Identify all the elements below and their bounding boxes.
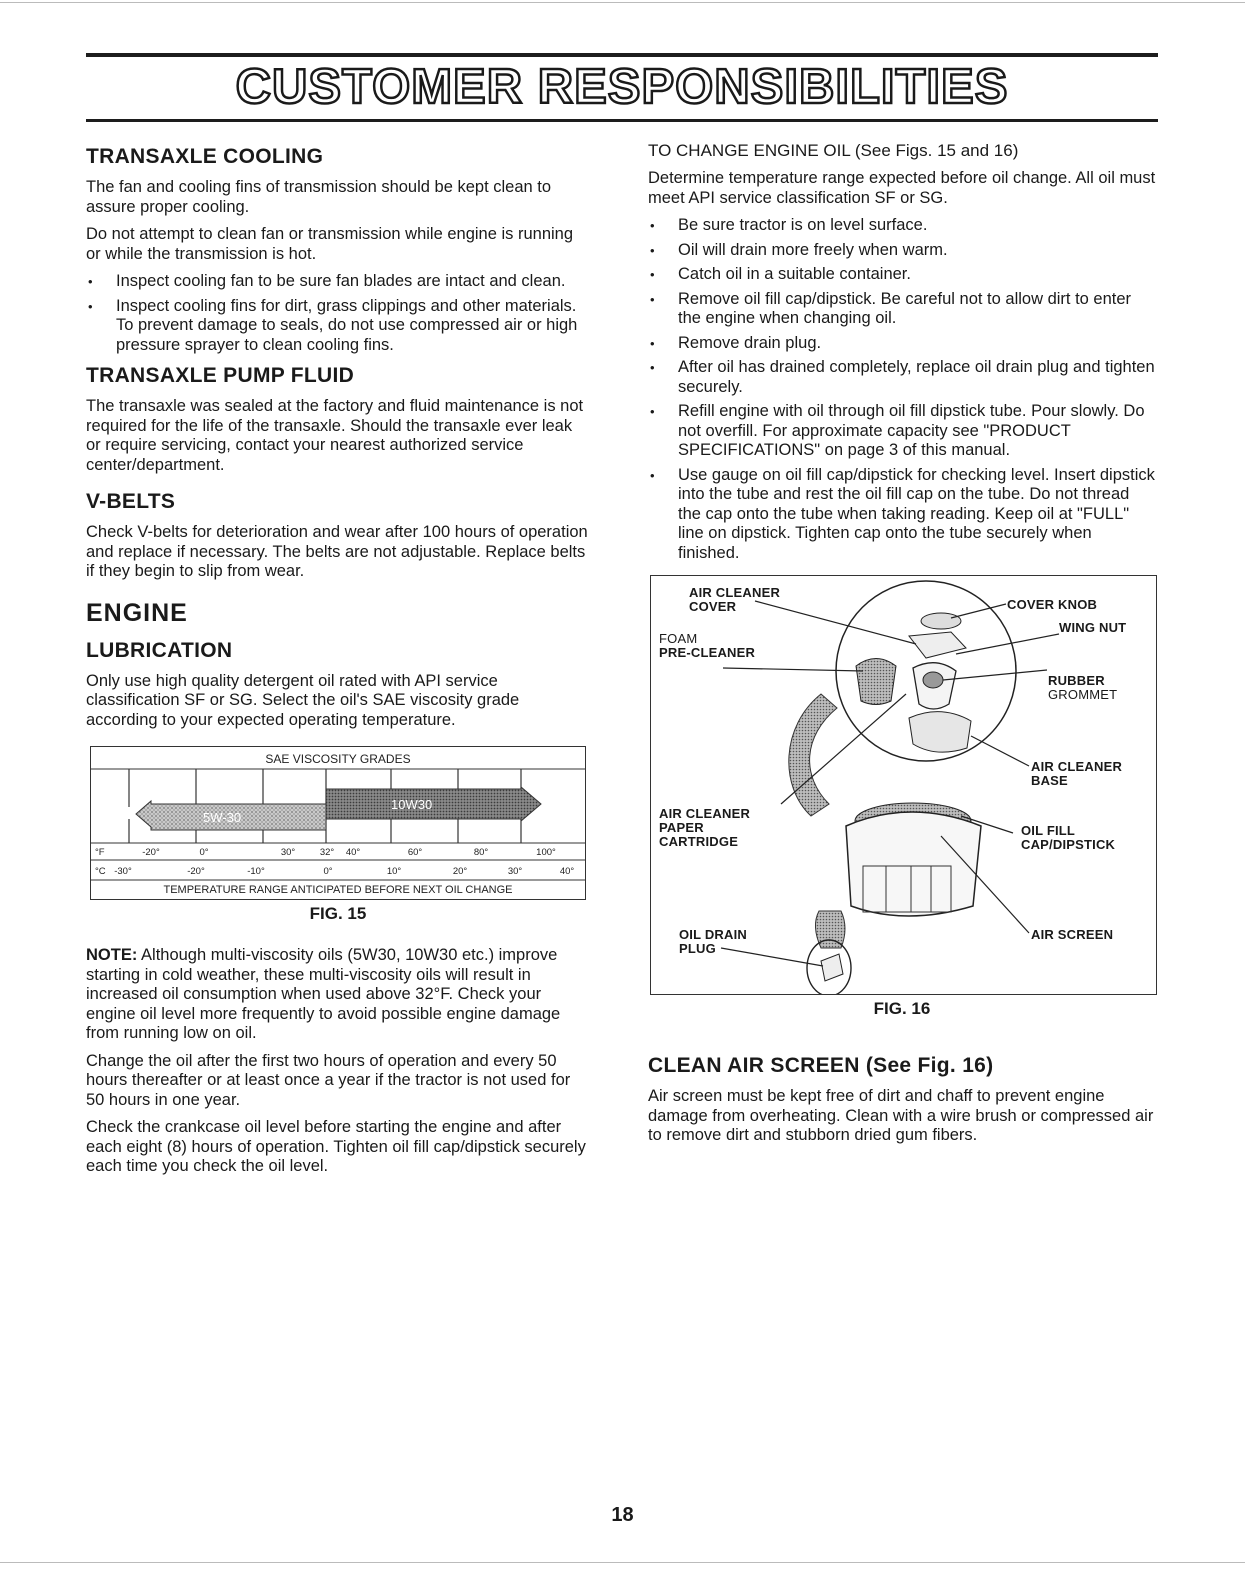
right-column	[648, 140, 1156, 1154]
transaxle-cooling-heading: TRANSAXLE COOLING	[86, 145, 324, 168]
fig16-caption: FIG. 16	[873, 999, 931, 1018]
paragraph: Do not attempt to clean fan or transmission while engine is running or while the transmission is hot.	[86, 225, 574, 263]
bullet-item: • Use gauge on oil fill cap/dipstick for checking level. Insert dipstick into the tube and rest the oil fill cap on the tube. Do not thread the cap onto the tube when taking reading. Keep oil at "FULL" line on dipstick. Tighten cap onto the tube securely when finished.	[648, 466, 1156, 564]
label-line: RUBBER	[1048, 673, 1105, 688]
fig15-c-tick: 40°	[559, 866, 575, 877]
fig15-label-10w30: 10W30	[391, 797, 433, 812]
label-air-cleaner-cover	[689, 586, 780, 614]
label-line: OIL FILL	[1021, 823, 1076, 838]
grommet-part	[923, 672, 943, 688]
fig15-f-tick: 40°	[345, 847, 361, 858]
label-cover-knob: COVER KNOB	[1007, 597, 1098, 612]
v-belts-section	[86, 489, 590, 582]
fig15-c-unit: °C	[95, 866, 106, 877]
bullet-item: • Remove drain plug.	[648, 334, 1156, 354]
engine-heading: ENGINE	[86, 598, 188, 627]
bullet-item: • Catch oil in a suitable container.	[648, 265, 1156, 285]
fig15-caption: FIG. 15	[309, 904, 367, 923]
transaxle-cooling-section	[86, 144, 590, 355]
paragraph: The transaxle was sealed at the factory and fluid maintenance is not required for the life of the transaxle. Should the transaxle ever leak or require servicing, contact your nearest authorized service center/department.	[86, 397, 584, 474]
fig15-c-tick: -10°	[247, 866, 265, 877]
fig15-c-tick: -30°	[114, 866, 132, 877]
bullet-item: • Refill engine with oil through oil fill dipstick tube. Pour slowly. Do not overfill. For approximate capacity see "PRODUCT SPECIFICATIONS" on page 3 of this manual.	[648, 402, 1156, 461]
air-cleaner-base-part	[909, 712, 971, 752]
fig15-f-tick: 60°	[407, 847, 423, 858]
label-foam-pre-cleaner	[659, 632, 755, 660]
left-column	[86, 140, 590, 1185]
page-title: CUSTOMER RESPONSIBILITIES	[235, 60, 1009, 114]
transaxle-pump-fluid-heading: TRANSAXLE PUMP FLUID	[86, 364, 355, 387]
label-line: PAPER	[659, 820, 704, 835]
paragraph: The fan and cooling fins of transmission should be kept clean to assure proper cooling.	[86, 178, 552, 216]
lubrication-heading: LUBRICATION	[86, 638, 233, 662]
label-line: PRE-CLEANER	[659, 645, 756, 660]
fig15-f-tick: 100°	[536, 847, 556, 858]
bottom-rule	[0, 1562, 1245, 1563]
engine-body	[846, 812, 981, 916]
fig15-c-tick: 30°	[507, 866, 523, 877]
fig15-footer: TEMPERATURE RANGE ANTICIPATED BEFORE NEXT OIL CHANGE	[163, 884, 513, 896]
label-air-screen: AIR SCREEN	[1031, 927, 1114, 942]
label-air-cleaner-base	[1031, 760, 1122, 788]
paragraph: Change the oil after the first two hours of operation and every 50 hours thereafter or at least once a year if the tractor is not used for 50 hours in one year.	[86, 1051, 571, 1109]
transaxle-pump-fluid-section	[86, 363, 590, 475]
label-rubber-grommet	[1048, 674, 1117, 702]
change-oil-heading: TO CHANGE ENGINE OIL (See Figs. 15 and 16)	[648, 141, 1019, 160]
bullet-list	[648, 216, 1156, 563]
cover-knob-part	[921, 613, 961, 629]
fig15-c-tick: 20°	[452, 866, 468, 877]
paragraph: Air screen must be kept free of dirt and chaff to prevent engine damage from overheating. Clean with a wire brush or compressed air to remove dirt and stubborn dried gum fibers.	[648, 1087, 1154, 1144]
fig15-c-tick: 10°	[386, 866, 402, 877]
label-line: CARTRIDGE	[659, 834, 739, 849]
label-line: CAP/DIPSTICK	[1021, 837, 1116, 852]
drain-plug-part	[821, 954, 843, 981]
label-line: BASE	[1031, 773, 1068, 788]
label-line: FOAM	[659, 631, 698, 646]
label-air-cleaner-paper-cartridge	[659, 807, 750, 849]
bullet-list	[86, 272, 590, 355]
fig15-label-5w30: 5W-30	[203, 810, 242, 825]
label-wing-nut: WING NUT	[1059, 620, 1127, 635]
fig15-viscosity-chart	[90, 746, 586, 900]
bullet-item: • Oil will drain more freely when warm.	[648, 241, 1156, 261]
fig16-air-cleaner-diagram	[650, 575, 1157, 995]
fig15-c-tick: 0°	[323, 866, 333, 877]
bullet-item: • Be sure tractor is on level surface.	[648, 216, 1156, 236]
label-line: OIL DRAIN	[679, 927, 748, 942]
note-label: NOTE:	[86, 946, 138, 964]
paragraph: Only use high quality detergent oil rated with API service classification SF or SG. Select the oil's SAE viscosity grade according to your expected operating temperature.	[86, 671, 520, 729]
paragraph: Determine temperature range expected before oil change. All oil must meet API service classification SF or SG.	[648, 169, 1156, 207]
clean-air-screen-heading: CLEAN AIR SCREEN (See Fig. 16)	[648, 1054, 994, 1077]
bullet-item: • Remove oil fill cap/dipstick. Be careful not to allow dirt to enter the engine when changing oil.	[648, 290, 1156, 329]
fig15-f-tick: 0°	[199, 847, 209, 858]
bullet-item: • Inspect cooling fan to be sure fan blades are intact and clean.	[86, 272, 590, 292]
fig15-title: SAE VISCOSITY GRADES	[265, 752, 411, 766]
title-rule-top	[86, 53, 1158, 57]
title-rule-bottom	[86, 119, 1158, 122]
label-line: AIR CLEANER	[1031, 759, 1123, 774]
engine-section	[86, 598, 590, 731]
bullet-item: • Inspect cooling fins for dirt, grass clippings and other materials. To prevent damage to seals, do not use compressed air or high pressure sprayer to clean cooling fins.	[86, 297, 590, 356]
fig15-bar-10w30	[326, 787, 541, 821]
label-line: AIR CLEANER	[659, 806, 751, 821]
note-paragraph	[86, 946, 590, 1044]
paragraph: Check V-belts for deterioration and wear after 100 hours of operation and replace if necessary. The belts are not adjustable. Replace belts if they begin to slip from wear.	[86, 523, 588, 580]
label-line: AIR CLEANER	[689, 585, 781, 600]
fig15-c-tick: -20°	[187, 866, 205, 877]
note-text: Although multi-viscosity oils (5W30, 10W30 etc.) improve starting in cold weather, these multi-viscosity oils will result in increased oil consumption when used above 32°F. Check your engine oil level more frequently to avoid possible engine damage from running low on oil.	[86, 946, 561, 1042]
top-rule	[0, 2, 1245, 3]
fig15-f-tick: 80°	[473, 847, 489, 858]
fig15-f-unit: °F	[95, 847, 105, 858]
label-line: GROMMET	[1048, 687, 1118, 702]
label-oil-fill-cap-dipstick	[1021, 824, 1115, 852]
label-line: COVER	[689, 599, 737, 614]
label-oil-drain-plug	[679, 928, 747, 956]
paragraph: Check the crankcase oil level before starting the engine and after each eight (8) hours of operation. Tighten oil fill cap/dipstick securely each time you check the oil level.	[86, 1118, 586, 1175]
foam-pre-cleaner-part	[856, 659, 896, 705]
v-belts-heading: V-BELTS	[86, 490, 176, 513]
fig15-f-tick: -20°	[142, 847, 160, 858]
page-number: 18	[611, 1504, 634, 1526]
fig15-f-tick: 32°	[319, 847, 335, 858]
fig15-f-tick: 30°	[280, 847, 296, 858]
bullet-item: • After oil has drained completely, replace oil drain plug and tighten securely.	[648, 358, 1156, 397]
exploded-view-shading	[789, 694, 837, 816]
label-line: PLUG	[679, 941, 716, 956]
